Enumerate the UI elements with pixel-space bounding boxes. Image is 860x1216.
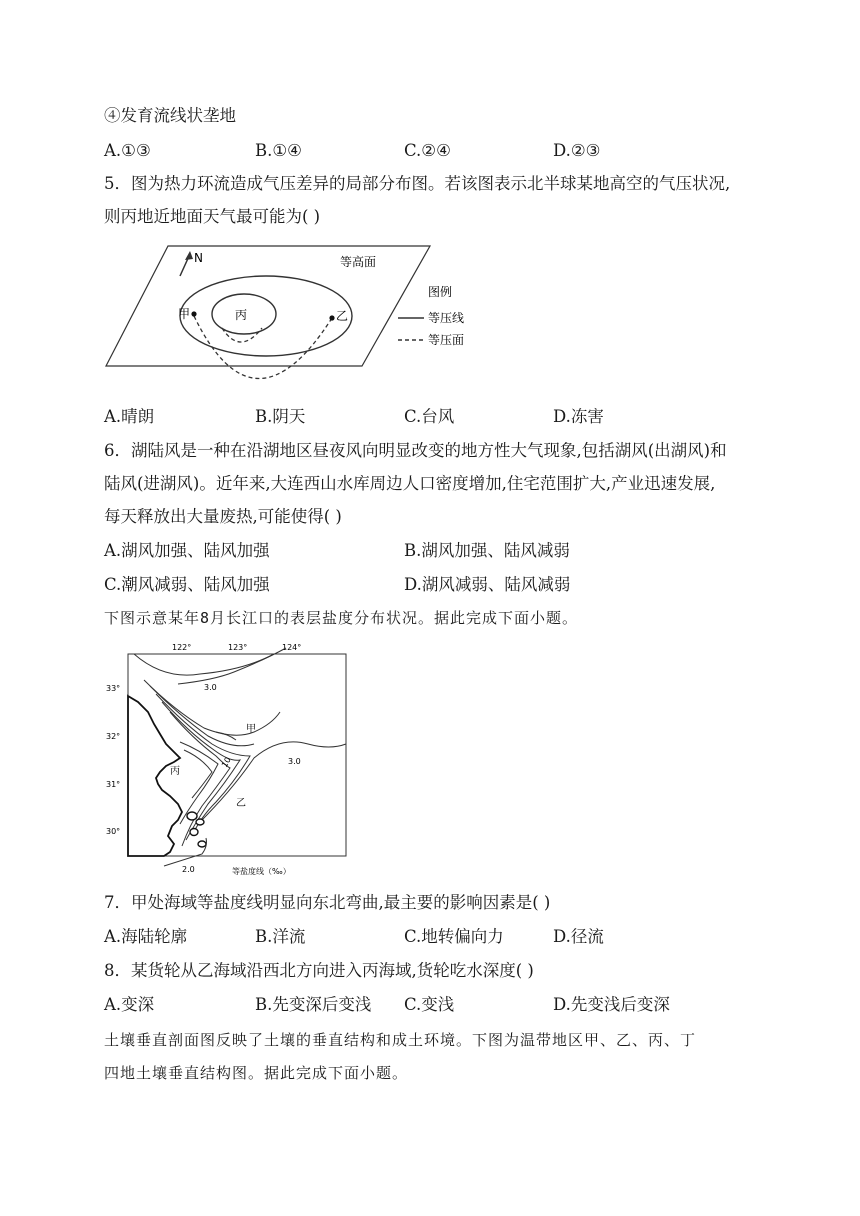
pressure-diagram (104, 240, 480, 392)
q7-option-c: C.地转偏向力 (404, 927, 504, 946)
q5-stem-line2: 则丙地近地面天气最可能为( ) (104, 207, 321, 226)
q6-option-a: A.湖风加强、陆风加强 (104, 541, 270, 560)
label-jia: 甲 (246, 724, 256, 735)
q6-option-d: D.湖风减弱、陆风减弱 (404, 575, 571, 594)
q6-stem-line2: 陆风(进湖风)。近年来,大连西山水库周边人口密度增加,住宅范围扩大,产业迅速发展, (104, 474, 716, 493)
point-jia (191, 311, 196, 316)
label-30-east: 3.0 (288, 757, 301, 766)
q6-option-b: B.湖风加强、陆风减弱 (404, 541, 570, 560)
q8-option-a: A.变深 (104, 995, 155, 1014)
point-yi (329, 315, 334, 320)
map-legend: 等盐度线（‰） (232, 867, 291, 876)
q8-option-b: B.先变深后变浅 (255, 995, 372, 1014)
q7-option-d: D.径流 (553, 927, 604, 946)
q7-option-b: B.洋流 (255, 927, 306, 946)
label-20: 2.0 (182, 865, 195, 874)
legend-title: 图例 (428, 285, 453, 299)
label-30-north: 3.0 (204, 683, 217, 692)
soil-intro-line1: 土壤垂直剖面图反映了土壤的垂直结构和成土环境。下图为温带地区甲、乙、丙、丁 (104, 1031, 697, 1049)
q8-option-c: C.变浅 (404, 995, 455, 1014)
plane-label: 等高面 (340, 255, 377, 269)
lat-32: 32° (106, 732, 121, 741)
q5-option-b: B.阴天 (255, 407, 306, 426)
lat-30: 30° (106, 827, 121, 836)
q7-stem: 7．甲处海域等盐度线明显向东北弯曲,最主要的影响因素是( ) (104, 893, 551, 912)
label-bing: 丙 (235, 308, 248, 322)
label-bing: 丙 (170, 766, 180, 777)
north-label: N (194, 251, 203, 265)
island (187, 812, 197, 820)
isosurface-outer (194, 316, 332, 379)
q8-stem: 8．某货轮从乙海域沿西北方向进入丙海域,货轮吃水深度( ) (104, 961, 534, 980)
lat-31: 31° (106, 780, 121, 789)
salinity-intro: 下图示意某年8月长江口的表层盐度分布状况。据此完成下面小题。 (104, 609, 579, 627)
q5-option-a: A.晴朗 (104, 407, 155, 426)
isoheight-plane (106, 246, 430, 366)
q5-option-d: D.冻害 (553, 407, 604, 426)
q6-stem-line3: 每天释放出大量废热,可能使得( ) (104, 507, 342, 526)
lon-124: 124° (282, 643, 302, 652)
q8-option-d: D.先变浅后变深 (553, 995, 670, 1014)
q4-option-d: D.②③ (553, 141, 601, 160)
q4-option-a: A.①③ (104, 141, 151, 160)
island (196, 819, 204, 825)
q6-option-c: C.潮风减弱、陆风加强 (104, 575, 270, 594)
label-yi: 乙 (236, 798, 246, 809)
label-jia: 甲 (178, 307, 191, 321)
soil-intro-line2: 四地土壤垂直结构图。据此完成下面小题。 (104, 1064, 409, 1082)
island (198, 841, 206, 847)
lat-33: 33° (106, 684, 121, 693)
island (190, 829, 198, 836)
q5-option-c: C.台风 (404, 407, 455, 426)
north-arrow-head (185, 251, 193, 260)
q5-stem-line1: 5．图为热力环流造成气压差异的局部分布图。若该图表示北半球某地高空的气压状况, (104, 174, 731, 193)
q4-option-c: C.②④ (404, 141, 451, 160)
q7-option-a: A.海陆轮廓 (104, 927, 188, 946)
lon-123: 123° (228, 643, 248, 652)
isosurface-inner (222, 328, 262, 342)
q6-stem-line1: 6．湖陆风是一种在沿湖地区昼夜风向明显改变的地方性大气现象,包括湖风(出湖风)和 (104, 441, 727, 460)
legend-isobar-label: 等压线 (428, 311, 465, 325)
lon-122: 122° (172, 643, 192, 652)
q4-item4: ④发育流线状垄地 (104, 106, 236, 125)
isobar-outer (180, 276, 352, 356)
q4-option-b: B.①④ (255, 141, 302, 160)
label-yi: 乙 (336, 309, 349, 323)
legend-isosurface-label: 等压面 (428, 333, 465, 347)
label-10: 10 (219, 755, 233, 769)
salinity-map (104, 640, 354, 880)
